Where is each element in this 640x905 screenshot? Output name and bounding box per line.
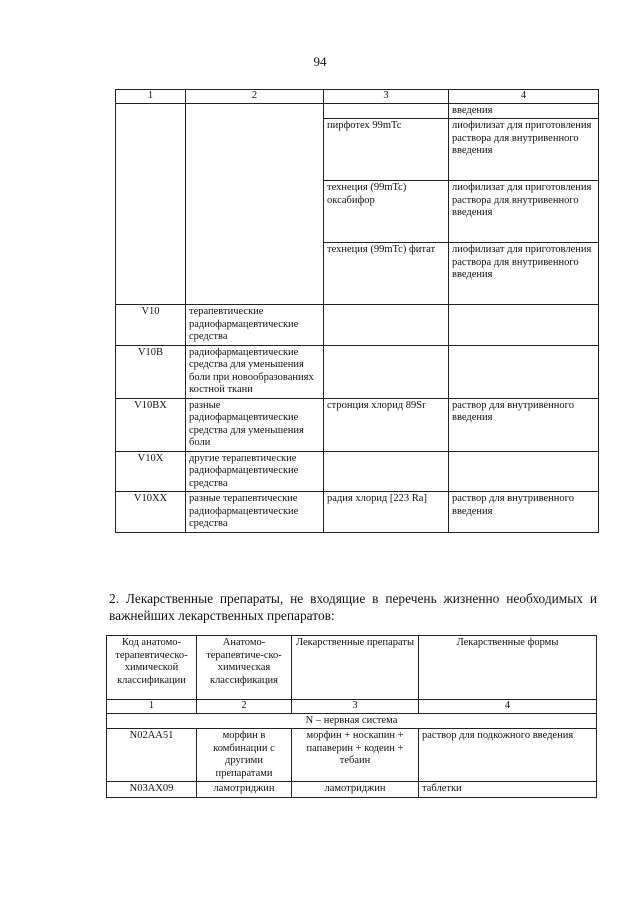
- form-cell: раствор для внутривенного введения: [449, 492, 599, 533]
- form-cell: [449, 451, 599, 492]
- header-row: [107, 636, 597, 700]
- col-number: 1: [116, 90, 186, 104]
- drug-cell: ламотриджин: [292, 782, 419, 798]
- form-cell: таблетки: [419, 782, 597, 798]
- form-cell: [449, 305, 599, 346]
- column-number-row: [107, 700, 597, 714]
- form-cell: лиофилизат для приготовления раствора для внутривенного введения: [449, 243, 599, 305]
- atc-code-cell: N03AX09: [107, 782, 197, 798]
- form-cell: раствор для подкожного введения: [419, 729, 597, 782]
- col-number: 4: [419, 700, 597, 714]
- table-row: [116, 451, 599, 492]
- drug-cell: технеция (99mTc) оксабифор: [324, 181, 449, 243]
- drug-table-section-2: [106, 635, 597, 798]
- col-number: 3: [324, 90, 449, 104]
- page-number: 94: [313, 54, 327, 69]
- atc-group-cell: терапевтические радиофармацевтические средства: [186, 305, 324, 346]
- atc-group-cell: морфин в комбинации с другими препаратами: [197, 729, 292, 782]
- col-number: 2: [197, 700, 292, 714]
- table-row: [116, 103, 599, 119]
- table-row: [116, 398, 599, 451]
- header-atc-group: Анатомо-терапевтиче-ско-химическая классификация: [197, 636, 292, 700]
- atc-group-cell: другие терапевтические радиофармацевтические средства: [186, 451, 324, 492]
- atc-group-cell: радиофармацевтические средства для уменьшения боли при новообразованиях костной ткани: [186, 345, 324, 398]
- col-number: 1: [107, 700, 197, 714]
- col-number: 4: [449, 90, 599, 104]
- drug-table-continued: [115, 89, 599, 533]
- drug-cell: [324, 103, 449, 119]
- atc-group-cell: [186, 103, 324, 305]
- table-row: [107, 782, 597, 798]
- atc-code-cell: V10BX: [116, 398, 186, 451]
- column-number-row: [116, 90, 599, 104]
- atc-code-cell: V10B: [116, 345, 186, 398]
- form-cell: [449, 345, 599, 398]
- table-row: [116, 305, 599, 346]
- table-row: [107, 729, 597, 782]
- form-cell: лиофилизат для приготовления раствора для внутривенного введения: [449, 119, 599, 181]
- drug-cell: радия хлорид [223 Ra]: [324, 492, 449, 533]
- col-number: 2: [186, 90, 324, 104]
- col-number: 3: [292, 700, 419, 714]
- group-row: [107, 713, 597, 729]
- drug-cell: пирфотех 99mTc: [324, 119, 449, 181]
- drug-cell: морфин + носкапин + папаверин + кодеин + тебаин: [292, 729, 419, 782]
- atc-group-cell: разные терапевтические радиофармацевтические средства: [186, 492, 324, 533]
- header-forms: Лекарственные формы: [419, 636, 597, 700]
- section-2-paragraph: 2. Лекарственные препараты, не входящие в перечень жизненно необходимых и важнейших лекарственных препаратов:: [109, 591, 597, 623]
- header-drugs: Лекарственные препараты: [292, 636, 419, 700]
- atc-code-cell: V10XX: [116, 492, 186, 533]
- form-cell: лиофилизат для приготовления раствора для внутривенного введения: [449, 181, 599, 243]
- atc-group-cell: ламотриджин: [197, 782, 292, 798]
- form-cell: введения: [449, 103, 599, 119]
- atc-code-cell: V10X: [116, 451, 186, 492]
- drug-cell: [324, 345, 449, 398]
- drug-cell: стронция хлорид 89Sr: [324, 398, 449, 451]
- drug-cell: [324, 305, 449, 346]
- atc-code-cell: V10: [116, 305, 186, 346]
- drug-cell: [324, 451, 449, 492]
- table-row: [116, 492, 599, 533]
- group-nervous-system: N – нервная система: [107, 713, 597, 729]
- atc-code-cell: N02AA51: [107, 729, 197, 782]
- header-atc-code: Код анатомо-терапевтическо-химической классификации: [107, 636, 197, 700]
- drug-cell: технеция (99mTc) фитат: [324, 243, 449, 305]
- form-cell: раствор для внутривенного введения: [449, 398, 599, 451]
- atc-code-cell: [116, 103, 186, 305]
- table-row: [116, 345, 599, 398]
- atc-group-cell: разные радиофармацевтические средства для уменьшения боли: [186, 398, 324, 451]
